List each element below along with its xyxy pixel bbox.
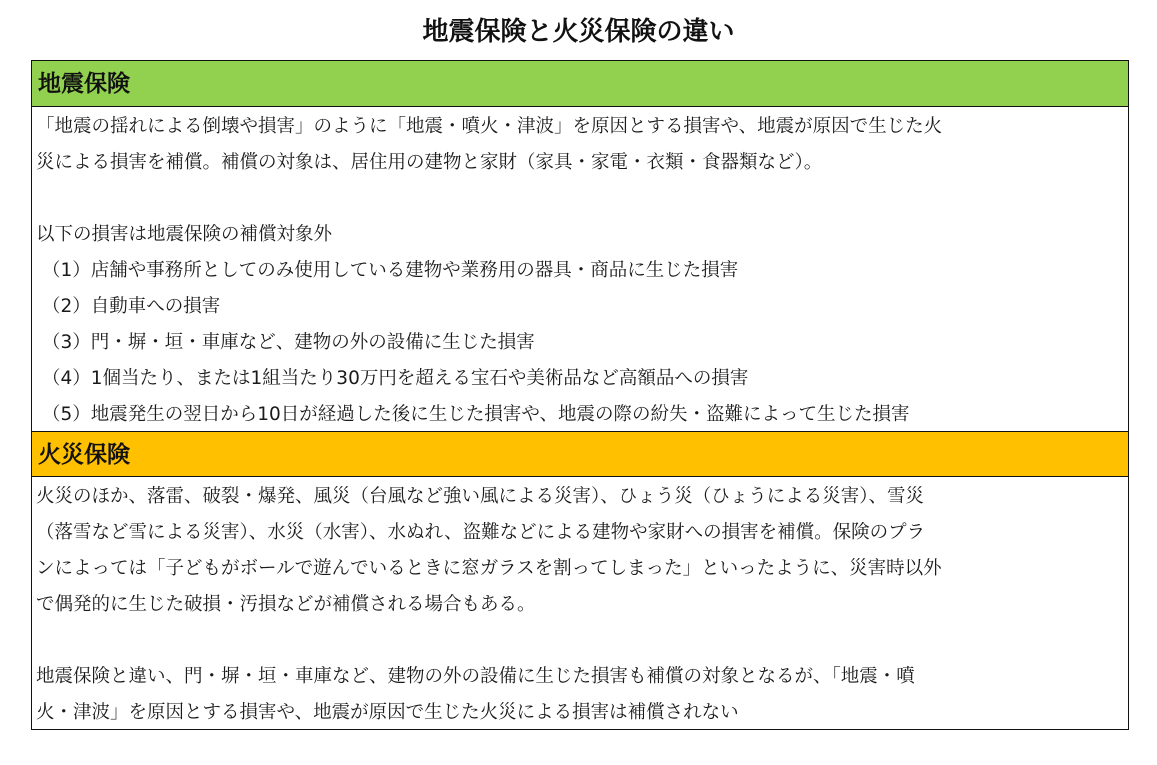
earthquake-insurance-header: 地震保険 <box>32 61 1128 107</box>
fire-difference-line-2: 火・津波」を原因とする損害や、地震が原因で生じた火災による損害は補償されない <box>36 702 739 723</box>
earthquake-insurance-body <box>32 107 1128 431</box>
fire-difference-line-1: 地震保険と違い、門・塀・垣・車庫など、建物の外の設備に生じた損害も補償の対象となるが、「地震・噴 <box>36 666 915 687</box>
exclusions-intro: 以下の損害は地震保険の補償対象外 <box>36 224 333 245</box>
exclusion-item-1: （1）店舗や事務所としてのみ使用している建物や業務用の器具・商品に生じた損害 <box>42 260 739 281</box>
comparison-table <box>31 60 1129 730</box>
earthquake-description-line-1: 「地震の揺れによる倒壊や損害」のように「地震・噴火・津波」を原因とする損害や、地震が原因で生じた火 <box>36 116 943 137</box>
page-title: 地震保険と火災保険の違い <box>422 17 735 47</box>
exclusion-item-4: （4）1個当たり、または1組当たり30万円を超える宝石や美術品など高額品への損害 <box>42 368 749 389</box>
fire-description-line-4: で偶発的に生じた破損・汚損などが補償される場合もある。 <box>36 594 536 615</box>
exclusion-item-3: （3）門・塀・垣・車庫など、建物の外の設備に生じた損害 <box>42 332 535 353</box>
earthquake-description-line-2: 災による損害を補償。補償の対象は、居住用の建物と家財（家具・家電・衣類・食器類など）。 <box>36 152 823 173</box>
fire-description-line-3: ンによっては「子どもがボールで遊んでいるときに窓ガラスを割ってしまった」といったように、災害時以外 <box>36 558 942 579</box>
fire-insurance-header: 火災保険 <box>32 431 1128 477</box>
spacer <box>36 181 1114 217</box>
exclusion-item-2: （2）自動車への損害 <box>42 296 221 317</box>
fire-description-line-1: 火災のほか、落雷、破裂・爆発、風災（台風など強い風による災害）、ひょう災（ひょうによる災害）、雪災 <box>36 486 925 507</box>
fire-description-line-2: （落雪など雪による災害）、水災（水害）、水ぬれ、盗難などによる建物や家財への損害を補償。保険のプラ <box>36 522 926 543</box>
fire-insurance-body <box>32 477 1128 729</box>
spacer <box>36 623 1114 659</box>
exclusion-item-5: （5）地震発生の翌日から10日が経過した後に生じた損害や、地震の際の紛失・盗難によって生じた損害 <box>42 404 910 425</box>
